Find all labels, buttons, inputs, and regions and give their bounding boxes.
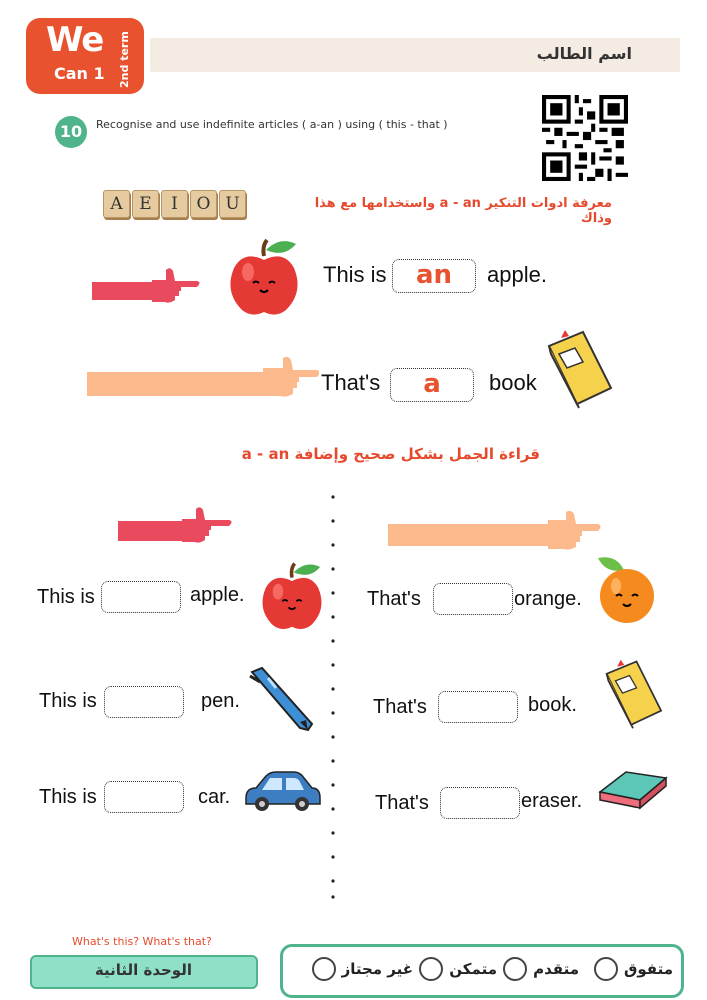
right-row-1-blank[interactable]	[433, 583, 513, 615]
level-radio[interactable]	[419, 957, 443, 981]
example-2-noun: book	[489, 370, 537, 395]
student-name-field[interactable]	[150, 38, 680, 72]
qr-code-icon[interactable]	[542, 95, 628, 181]
book-icon	[600, 658, 666, 730]
student-name-label: اسم الطالب	[536, 44, 632, 63]
lesson-number-badge: 10	[55, 116, 87, 148]
left-row-3-noun: car.	[198, 786, 231, 808]
pointing-hand-far-icon	[87, 356, 319, 404]
pointing-hand-near-icon	[92, 266, 202, 304]
lesson-objective: Recognise and use indefinite articles ( a-an ) using ( this - that )	[96, 118, 448, 131]
vowel-tile: E	[132, 190, 159, 218]
left-row-1-noun: apple.	[190, 584, 245, 606]
left-row-2-prefix: This is	[39, 690, 97, 712]
example-1-noun: apple.	[487, 262, 547, 287]
right-row-3-prefix: That's	[375, 792, 429, 814]
level-label: متفوق	[623, 960, 673, 978]
vowel-tile: I	[161, 190, 188, 218]
level-option-proficient[interactable]	[419, 957, 497, 981]
level-option-outstanding[interactable]	[594, 957, 673, 981]
left-row-3-blank[interactable]	[104, 781, 184, 813]
level-radio[interactable]	[594, 957, 618, 981]
example-2-answer: a	[390, 368, 474, 402]
right-row-3-noun: eraser.	[521, 790, 583, 812]
logo-term: 2nd term	[118, 31, 131, 88]
right-row-2-noun: book.	[528, 694, 577, 716]
level-radio[interactable]	[312, 957, 336, 981]
example-1-answer: an	[392, 259, 476, 293]
left-row-1-prefix: This is	[37, 586, 95, 608]
unit-label: الوحدة الثانية	[94, 961, 192, 979]
vowel-tile: A	[103, 190, 130, 218]
logo-brand: We	[46, 20, 104, 60]
left-row-2-blank[interactable]	[104, 686, 184, 718]
pen-icon	[244, 664, 320, 736]
example-2-prefix: That's	[321, 370, 381, 395]
book-icon	[543, 328, 615, 410]
pointing-hand-near-icon	[118, 505, 234, 545]
level-label: غير مجتاز	[341, 960, 413, 978]
instruction-1: معرفة ادوات التنكير a - an واستخدامها مع هذا وذاك	[314, 196, 612, 226]
right-row-1-prefix: That's	[367, 588, 421, 610]
level-label: متمكن	[449, 960, 497, 978]
unit-subtitle: What's this? What's that?	[72, 935, 212, 948]
orange-icon	[594, 554, 660, 626]
eraser-icon	[596, 766, 670, 812]
example-1-prefix: This is	[323, 262, 387, 287]
car-icon	[242, 770, 322, 814]
level-option-not-passed[interactable]	[312, 957, 413, 981]
column-divider	[331, 492, 335, 902]
apple-icon	[260, 560, 324, 632]
vowel-tiles	[103, 190, 246, 218]
assessment-levels	[280, 944, 684, 998]
unit-label-bar	[30, 955, 258, 989]
right-row-2-blank[interactable]	[438, 691, 518, 723]
left-row-2-noun: pen.	[201, 690, 240, 712]
instruction-2: قراءة الجمل بشكل صحيح وإضافة a - an	[241, 445, 540, 463]
left-row-1-blank[interactable]	[101, 581, 181, 613]
vowel-tile: O	[190, 190, 217, 218]
level-radio[interactable]	[503, 957, 527, 981]
we-can-logo	[26, 18, 144, 94]
right-row-3-blank[interactable]	[440, 787, 520, 819]
level-label: متقدم	[533, 960, 579, 978]
right-row-1-noun: orange.	[514, 588, 582, 610]
logo-level: Can 1	[54, 64, 105, 83]
right-row-2-prefix: That's	[373, 696, 427, 718]
pointing-hand-far-icon	[388, 510, 602, 554]
level-option-advanced[interactable]	[503, 957, 579, 981]
vowel-tile: U	[219, 190, 246, 218]
left-row-3-prefix: This is	[39, 786, 97, 808]
apple-icon	[228, 236, 300, 318]
